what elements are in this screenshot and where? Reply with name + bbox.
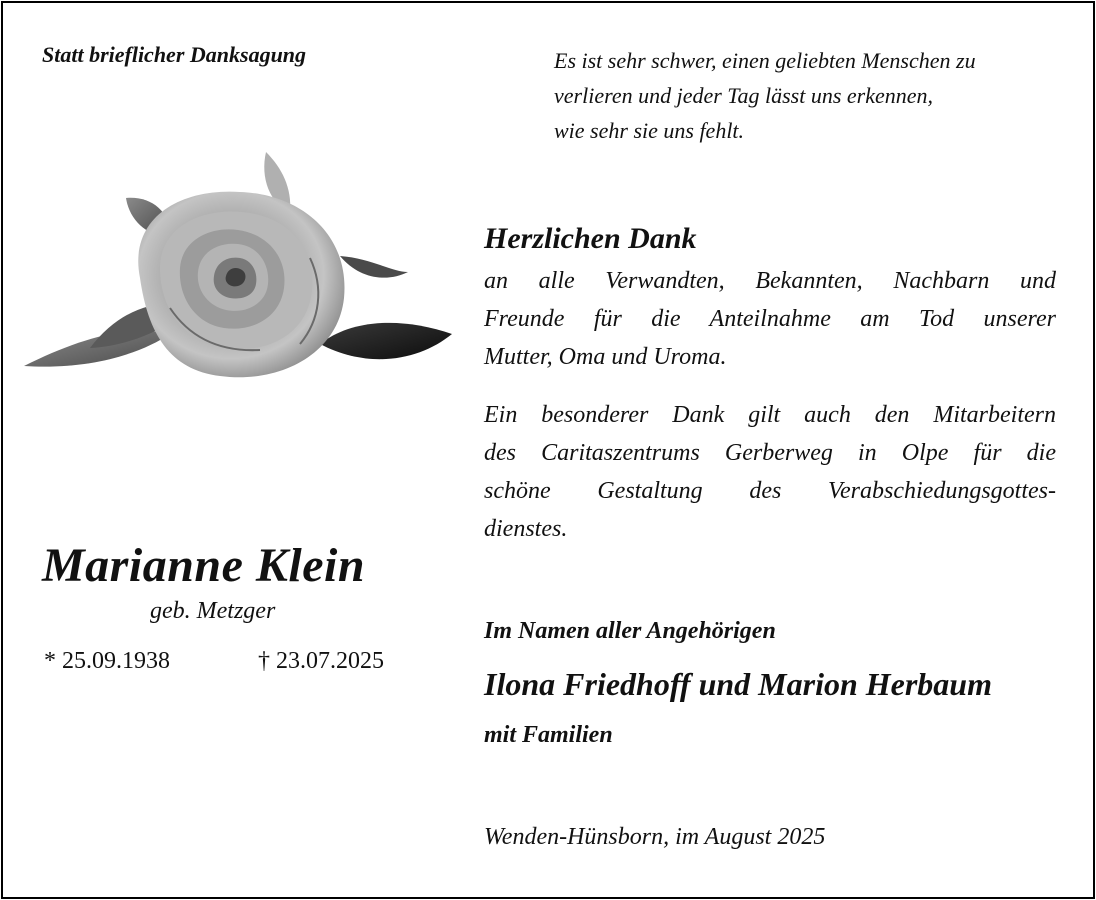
paragraph-line: Freunde für die Anteilnahme am Tod unserer — [484, 306, 1056, 332]
with-families-label: mit Familien — [484, 722, 613, 748]
quote — [554, 43, 1074, 148]
paragraph-line: Mutter, Oma und Uroma. — [484, 344, 727, 370]
quote-line: wie sehr sie uns fehlt. — [554, 118, 745, 143]
signatory-names: Ilona Friedhoff und Marion Herbaum — [484, 666, 992, 702]
paragraph-line: des Caritaszentrums Gerberweg in Olpe für die — [484, 440, 1056, 466]
thanks-paragraph — [484, 262, 1056, 376]
paragraph-line: schöne Gestaltung des Verabschiedungsgottes- — [484, 478, 1056, 504]
intro-label: Statt brieflicher Danksagung — [42, 42, 307, 67]
on-behalf-label: Im Namen aller Angehörigen — [484, 618, 776, 644]
quote-line: Es ist sehr schwer, einen geliebten Menschen zu — [554, 48, 976, 73]
special-thanks-paragraph — [484, 396, 1056, 548]
paragraph-line: an alle Verwandten, Bekannten, Nachbarn und — [484, 268, 1056, 294]
quote-line: verlieren und jeder Tag lässt uns erkennen, — [554, 83, 934, 108]
death-date: † 23.07.2025 — [258, 648, 384, 674]
deceased-name: Marianne Klein — [42, 539, 366, 592]
place-date: Wenden-Hünsborn, im August 2025 — [484, 824, 826, 850]
thanks-heading: Herzlichen Dank — [484, 222, 697, 255]
paragraph-line: dienstes. — [484, 516, 568, 542]
birth-date: * 25.09.1938 — [44, 648, 170, 674]
paragraph-line: Ein besonderer Dank gilt auch den Mitarbeitern — [484, 402, 1056, 428]
maiden-name: geb. Metzger — [150, 598, 276, 624]
rose-icon — [20, 148, 460, 380]
